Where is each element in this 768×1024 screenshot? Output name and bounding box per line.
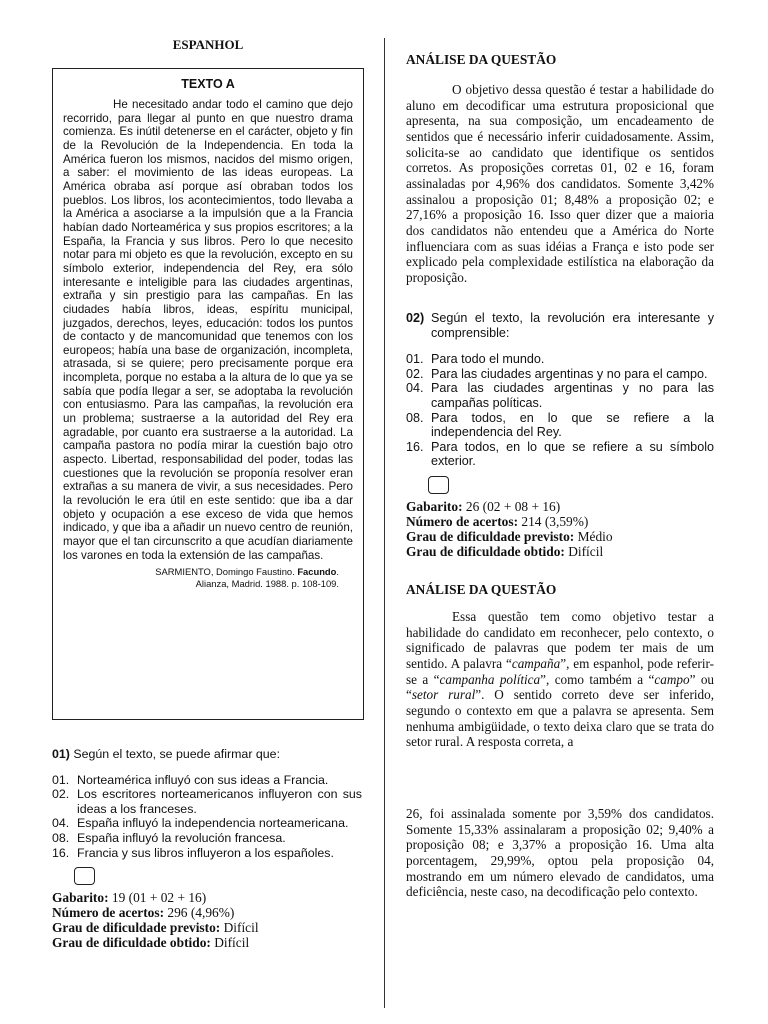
analysis-2-text-part: Essa questão tem como objetivo testar a habilidade do candidato em reconhecer, pelo contexto, o significado de palavras que podem ter mais de um sentido. A palavra “	[406, 609, 714, 671]
question-number: 01)	[52, 747, 70, 761]
option-08	[52, 831, 362, 846]
answer-box[interactable]	[428, 476, 449, 494]
acertos-value: 296 (4,96%)	[164, 905, 235, 921]
analysis-2-text-part: ”, em espanhol, pode referir-se a “	[406, 655, 714, 687]
analysis-2-text-part: ”. O sentido correto deve ser inferido, segundo o contexto em que a palavra se apresenta. Sem nenhuma ambigüidade, o texto deixa claro que se trata do setor rural. A resposta correta, a	[406, 687, 714, 750]
analysis-2-title: ANÁLISE DA QUESTÃO	[406, 582, 557, 597]
citation-punct: .	[336, 566, 339, 578]
option-01	[406, 352, 714, 367]
acertos-label: Número de acertos:	[406, 513, 519, 529]
citation-author: SARMIENTO, Domingo Faustino.	[155, 566, 298, 578]
text-a-title: TEXTO A	[181, 77, 235, 91]
section-heading: ESPANHOL	[172, 37, 244, 52]
obtido-label: Grau de dificuldade obtido:	[406, 543, 565, 559]
option-number: 02.	[52, 787, 70, 802]
option-text: Para todos, en lo que se refiere a la independencia del Rey.	[431, 410, 714, 440]
option-text: Para todo el mundo.	[431, 352, 545, 367]
gabarito-value: 19 (01 + 02 + 16)	[108, 890, 207, 906]
term-campanha-politica: campanha política	[439, 671, 541, 687]
obtido-value: Difícil	[564, 543, 604, 559]
option-text: España influyó la revolución francesa.	[77, 830, 286, 845]
text-a-body	[63, 98, 353, 562]
gabarito-label: Gabarito:	[406, 498, 463, 514]
answer-box[interactable]	[74, 867, 95, 885]
option-04	[52, 816, 362, 831]
option-number: 01.	[406, 352, 424, 367]
citation	[63, 566, 353, 590]
option-02	[52, 787, 362, 816]
option-number: 04.	[52, 816, 70, 831]
option-text: Para las ciudades argentinas y no para el campo.	[431, 366, 708, 381]
gabarito-value: 26 (02 + 08 + 16)	[462, 498, 561, 514]
answer-key	[52, 890, 362, 950]
option-number: 01.	[52, 772, 70, 787]
previsto-value: Médio	[574, 528, 613, 544]
question-02	[406, 311, 714, 559]
option-number: 02.	[406, 366, 424, 381]
analysis-2-continuation: 26, foi assinalada somente por 3,59% dos candidatos. Somente 15,33% assinalaram a proposição 02; 9,40% a proposição 08; e 3,37% a proposição 16. Uma alta porcentagem, 29,99%, optou pela proposição 04, mostrando em um número elevado de candidatos, uma deficiência, neste caso, na decodificação pelo contexto.	[406, 806, 714, 900]
analysis-1	[406, 52, 714, 286]
option-text: Norteamérica influyó con sus ideas a Francia.	[77, 772, 329, 787]
citation-work: Facundo	[297, 566, 337, 578]
option-text: Para las ciudades argentinas y no para las campañas políticas.	[431, 381, 714, 410]
question-number: 02)	[406, 311, 425, 325]
analysis-2-text-part: ” ou “	[406, 671, 715, 703]
option-number: 04.	[406, 381, 424, 396]
obtido-label: Grau de dificuldade obtido:	[52, 935, 211, 951]
gabarito-line	[52, 890, 362, 905]
analysis-2-text-part: ”, como também a “	[540, 671, 655, 687]
option-04	[406, 381, 714, 410]
obtido-value: Difícil	[210, 935, 250, 951]
term-campana: campaña	[511, 655, 561, 671]
analysis-1-text	[406, 82, 714, 286]
column-divider	[384, 38, 385, 1008]
question-text: Según el texto, se puede afirmar que:	[69, 747, 281, 761]
previsto-line	[52, 920, 362, 935]
option-number: 16.	[52, 845, 70, 860]
text-a-box	[52, 68, 364, 720]
gabarito-label: Gabarito:	[52, 890, 109, 906]
acertos-value: 214 (3,59%)	[518, 513, 589, 529]
acertos-label: Número de acertos:	[52, 905, 165, 921]
option-01	[52, 773, 362, 788]
previsto-label: Grau de dificuldade previsto:	[52, 920, 221, 936]
option-text: Francia y sus libros influyeron a los españoles.	[77, 845, 334, 860]
option-16	[406, 440, 714, 469]
option-number: 08.	[52, 830, 70, 845]
acertos-line	[52, 905, 362, 920]
obtido-line	[406, 544, 714, 559]
question-text: Según el texto, la revolución era interesante y comprensible:	[431, 311, 714, 340]
term-campo: campo	[654, 671, 690, 687]
option-16	[52, 846, 362, 861]
citation-publisher: Alianza, Madrid. 1988. p. 108-109.	[195, 578, 339, 590]
gabarito-line	[406, 499, 714, 514]
question-01	[52, 747, 362, 950]
option-08	[406, 411, 714, 440]
question-01-options	[52, 773, 362, 861]
analysis-2-text	[406, 609, 714, 750]
analysis-1-content: O objetivo dessa questão é testar a habilidade do aluno em decodificar uma estrutura proposicional que apresenta, na sua composição, um encadeamento de sentidos que é necessário inferir cuidadosamente. Assim, solicita-se ao candidato que identifique os sentidos corretos. As proposições corretas 01, 02 e 16, foram assinaladas por 4,96% dos candidatos. Somente 3,42% assinalou a proposição 01; 8,48% a proposição 02; e 27,16% a proposição 16. Isso quer dizer que a maioria dos candidatos não entendeu que a América do Norte influenciara com as suas idéias a França e isto pode ser explicado pela complexidade estilística na elaboração da proposição.	[406, 82, 714, 285]
option-number: 16.	[406, 439, 424, 454]
option-text: Para todos, en lo que se refiere a su símbolo exterior.	[431, 439, 714, 469]
acertos-line	[406, 514, 714, 529]
obtido-line	[52, 935, 362, 950]
term-setor-rural: setor rural	[411, 687, 476, 703]
answer-key	[406, 499, 714, 559]
text-a-content: He necesitado andar todo el camino que dejo recorrido, para llegar al punto en que nuestro drama comienza. Es inútil detenerse en el carácter, objeto y fin de la Revolución de la Independencia. En toda la América fueron los mismos, nacidos del mismo origen, a saber: el movimiento de las ideas europeas. La América obraba así porque así obraban todos los pueblos. Los libros, los acontecimientos, todo llevaba a la América a asociarse a la impulsión que a la Francia habían dado Norteamérica y sus propios escritores; a la España, la Francia y sus libros. Pero lo que necesito notar para mi objeto es que la revolución, excepto en su símbolo exterior, independencia del Rey, era sólo interesante e inteligible para las ciudades argentinas, extraña y sin prestigio para las campañas. En las ciudades había libros, ideas, espíritu municipal, juzgados, derechos, leyes, educación: todos los puntos de contacto y de mancomunidad que tenemos con los europeos; había una base de organización, incompleta, atrasada, si se quiere; pero precisamente porque era incompleta, porque no estaba a la altura de lo que ya se sabía que podía llegar a ser, se adoptaba la revolución con entusiasmo. Para las campañas, la revolución era un problema; sustraerse a la autoridad del Rey era agradable, por cuanto era sustraerse a la autoridad. La campaña pastora no podía mirar la cuestión bajo otro aspecto. Libertad, responsabilidad del poder, todas las cuestiones que la revolución se proponía resolver eran extrañas a su manera de vivir, a sus necesidades. Pero la revolución le era útil en este sentido: que iba a dar objeto y ocupación a ese exceso de vida que hemos indicado, y que iba a añadir un nuevo centro de reunión, mayor que el tan circunscrito a que acudían diariamente los varones en toda la extensión de las campañas.	[63, 98, 353, 562]
option-text: España influyó la independencia norteamericana.	[77, 816, 349, 831]
question-02-options	[406, 352, 714, 469]
previsto-value: Difícil	[220, 920, 259, 936]
question-01-prompt	[52, 747, 362, 762]
question-02-prompt	[406, 311, 714, 340]
previsto-line	[406, 529, 714, 544]
option-02	[406, 367, 714, 382]
analysis-2	[406, 582, 714, 750]
option-number: 08.	[406, 410, 424, 425]
option-text: Los escritores norteamericanos influyeron con sus ideas a los franceses.	[77, 787, 362, 816]
analysis-1-title: ANÁLISE DA QUESTÃO	[406, 52, 557, 67]
previsto-label: Grau de dificuldade previsto:	[406, 528, 575, 544]
